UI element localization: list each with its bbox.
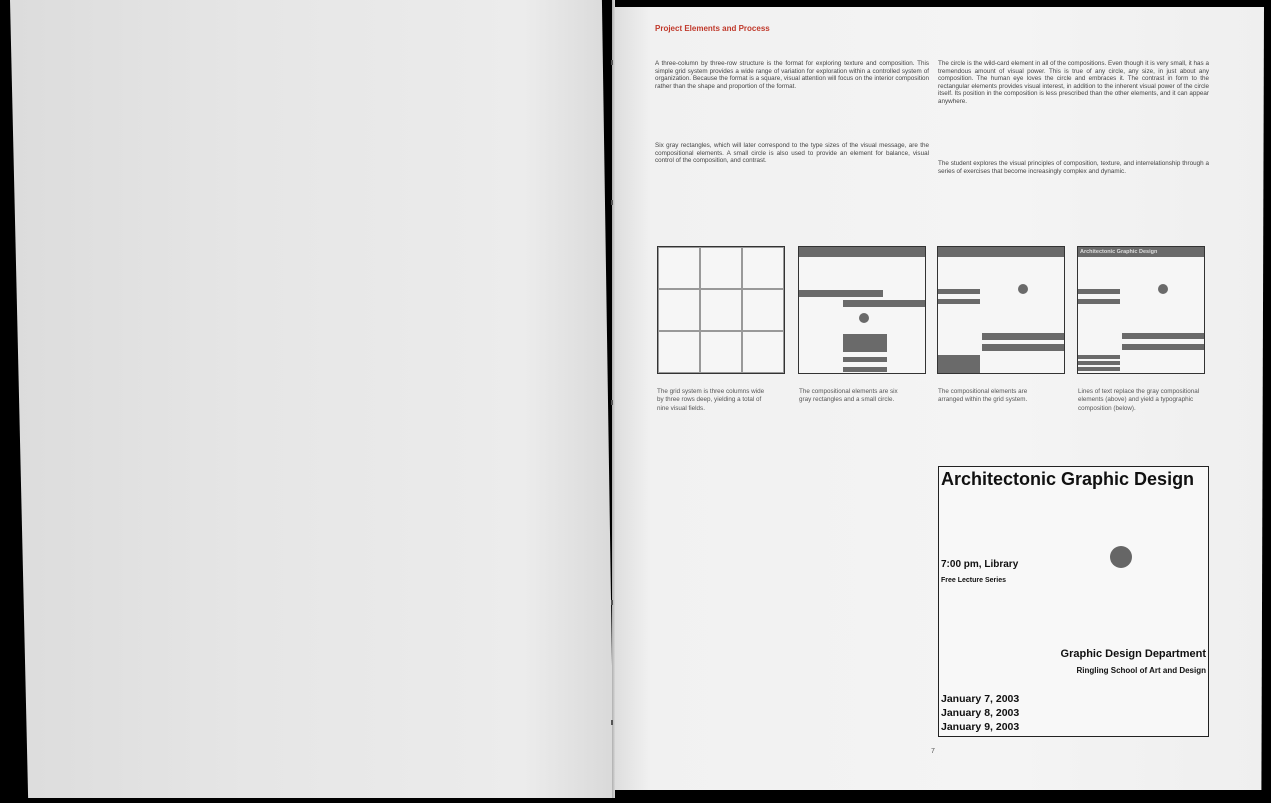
grid-cell bbox=[658, 331, 700, 373]
text-line bbox=[1078, 367, 1120, 371]
binding-stitch bbox=[611, 400, 613, 405]
poster-circle bbox=[1110, 546, 1132, 568]
gray-rectangle bbox=[843, 357, 887, 362]
grid-cell bbox=[658, 289, 700, 331]
caption-typographic: Lines of text replace the gray compositional elements (above) and yield a typographic composition (below). bbox=[1078, 388, 1200, 412]
paragraph-4: The student explores the visual principles of composition, texture, and interrelationship through a series of exercises that become increasingly complex and dynamic. bbox=[938, 160, 1209, 175]
text-line bbox=[1078, 289, 1120, 294]
gray-rectangle bbox=[799, 247, 925, 257]
text-line bbox=[1078, 299, 1120, 304]
grid-cell bbox=[742, 289, 784, 331]
left-blank-page bbox=[10, 0, 614, 798]
poster-date: January 9, 2003 bbox=[941, 721, 1020, 733]
book-spine bbox=[612, 0, 615, 798]
arranged-diagram bbox=[937, 246, 1065, 374]
poster bbox=[938, 466, 1209, 737]
text-line bbox=[1078, 361, 1120, 365]
elements-diagram bbox=[798, 246, 926, 374]
poster-time: 7:00 pm, Library bbox=[941, 559, 1019, 570]
grid-cell bbox=[700, 289, 742, 331]
binding-stitch bbox=[611, 200, 613, 205]
text-line bbox=[1078, 355, 1120, 359]
paragraph-1: A three-column by three-row structure is the format for exploring texture and composition. This simple grid system provides a wide range of variation for exploration within a controlled system of organization. Because the format is a square, visual attention will focus on the interior composition rather than the shape and proportion of the format. bbox=[655, 60, 929, 90]
poster-series: Free Lecture Series bbox=[941, 577, 1006, 584]
page-number: 7 bbox=[931, 748, 935, 755]
poster-school: Ringling School of Art and Design bbox=[1076, 666, 1206, 675]
gray-rectangle bbox=[982, 344, 1064, 351]
text-line bbox=[1122, 344, 1204, 350]
grid-cell bbox=[742, 331, 784, 373]
grid-cell bbox=[658, 247, 700, 289]
paragraph-2: Six gray rectangles, which will later correspond to the type sizes of the visual message, are the compositional elements. A small circle is also used to provide an element for balance, visual control of the composition, and contrast. bbox=[655, 142, 929, 165]
section-title: Project Elements and Process bbox=[655, 24, 770, 33]
poster-date: January 8, 2003 bbox=[941, 707, 1020, 719]
text-line bbox=[1122, 333, 1204, 339]
binding-stitch bbox=[611, 720, 613, 725]
grid-cell bbox=[742, 247, 784, 289]
caption-grid: The grid system is three columns wide by three rows deep, yielding a total of nine visual fields. bbox=[657, 388, 765, 412]
gray-rectangle bbox=[938, 355, 980, 373]
gray-rectangle bbox=[799, 290, 883, 297]
grid-diagram bbox=[657, 246, 785, 374]
gray-rectangle bbox=[938, 247, 1064, 257]
gray-rectangle bbox=[843, 300, 925, 307]
poster-title: Architectonic Graphic Design bbox=[941, 469, 1195, 489]
caption-elements: The compositional elements are six gray rectangles and a small circle. bbox=[799, 388, 898, 404]
typographic-diagram bbox=[1077, 246, 1205, 374]
mini-poster-title: Architectonic Graphic Design bbox=[1078, 247, 1204, 257]
caption-arranged: The compositional elements are arranged within the grid system. bbox=[938, 388, 1028, 404]
grid-cell bbox=[700, 331, 742, 373]
poster-department: Graphic Design Department bbox=[1060, 648, 1206, 660]
grid-cell bbox=[700, 247, 742, 289]
gray-rectangle bbox=[938, 289, 980, 294]
gray-rectangle bbox=[843, 367, 887, 372]
gray-rectangle bbox=[982, 333, 1064, 340]
gray-rectangle bbox=[843, 334, 887, 352]
circle-element bbox=[1018, 284, 1028, 294]
binding-stitch bbox=[611, 60, 613, 65]
gray-rectangle bbox=[938, 299, 980, 304]
poster-date: January 7, 2003 bbox=[941, 693, 1020, 705]
circle-element bbox=[859, 313, 869, 323]
circle-element bbox=[1158, 284, 1168, 294]
paragraph-3: The circle is the wild-card element in all of the compositions. Even though it is very small, it has a tremendous amount of visual power. This is true of any circle, any size, in just about any composition. The human eye loves the circle and embraces it. The contrast in form to the rectangular elements provides visual interest, in addition to the inherent visual power of the circle itself. Its position in the composition is less prescribed than the other elements, and it can appear anywhere. bbox=[938, 60, 1209, 105]
binding-stitch bbox=[611, 600, 613, 605]
